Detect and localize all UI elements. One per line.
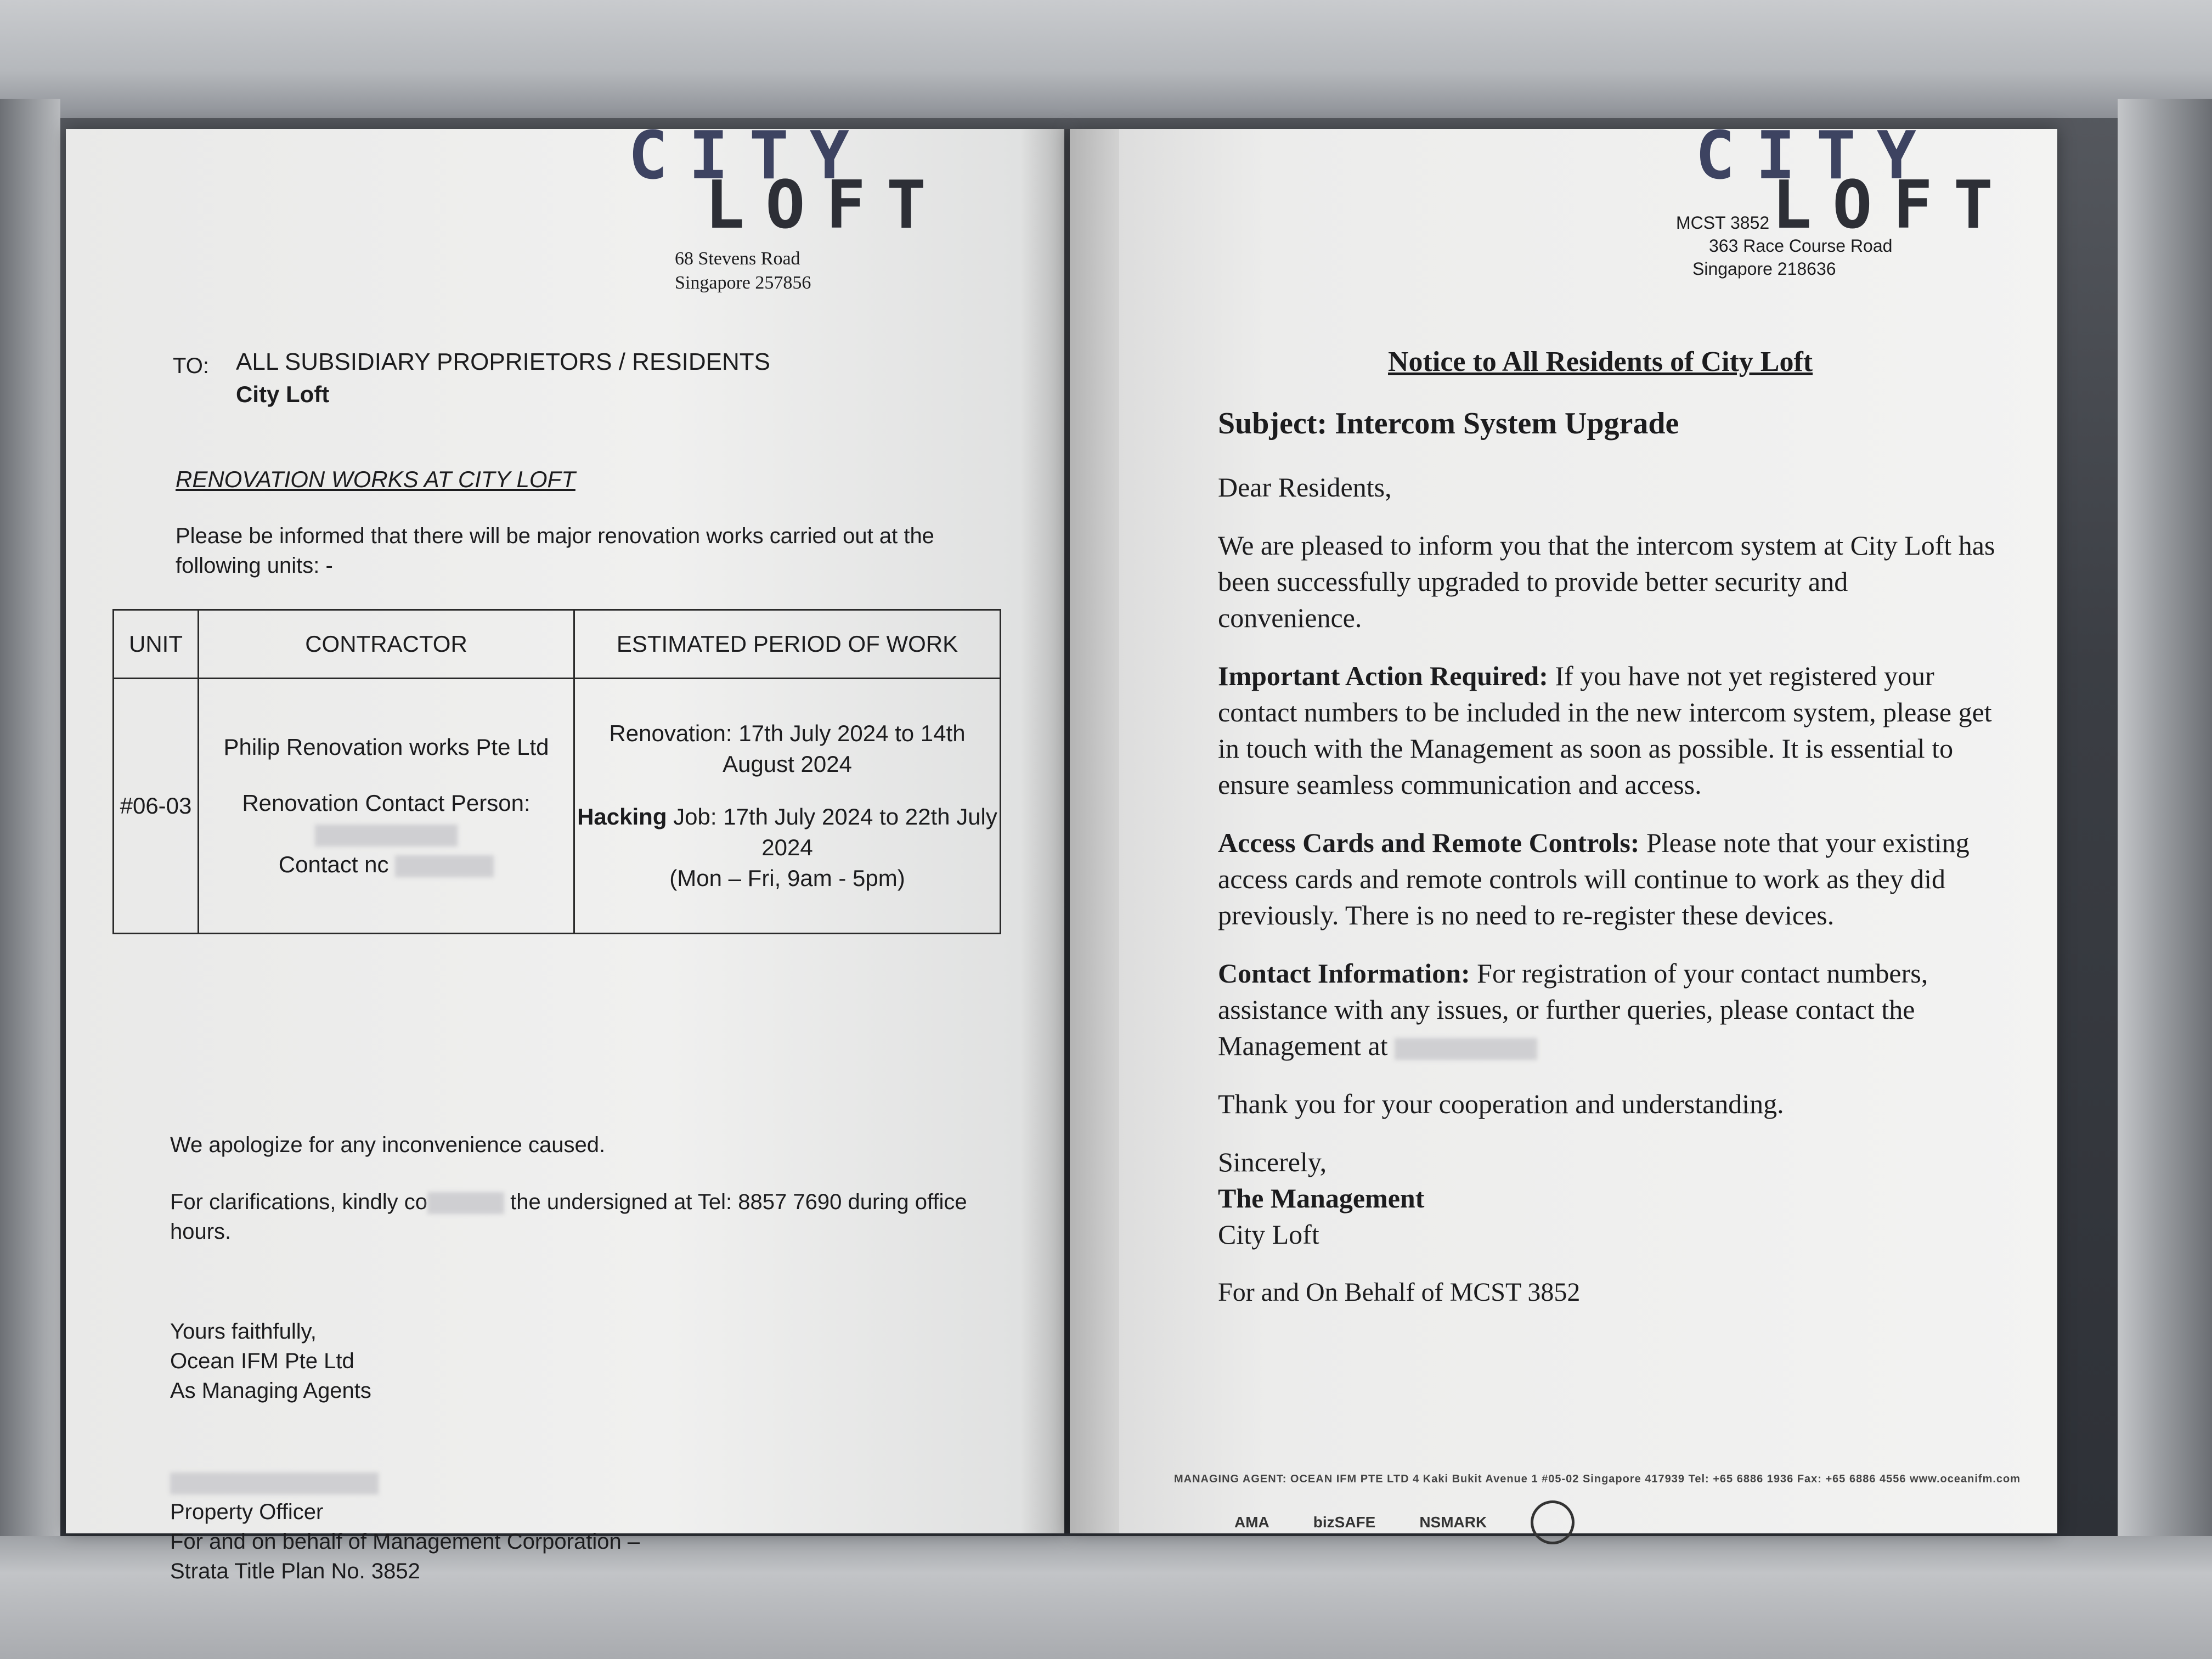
building-name: City Loft [1218,1219,1319,1250]
closing-paragraphs [170,1130,1004,1246]
unit-cell: #06-03 [114,679,199,934]
to-label: TO: [173,354,209,378]
contractor-name: Philip Renovation works Pte Ltd [223,734,549,760]
notice-board-frame-left [0,99,60,1553]
notice-title: Notice to All Residents of City Loft [1388,346,1813,377]
paragraph-contact-info: Contact Information: For registration of your contact numbers, assistance with any issues, or further queries, please contact the Management at [1218,958,1928,1061]
table-header: CONTRACTOR [199,610,574,679]
recipient-building: City Loft [236,381,330,407]
city-loft-logo: CITY LOFT [1695,118,2014,244]
greeting: Dear Residents, [1218,472,1392,503]
redacted-officer-name [170,1472,379,1494]
bizsafe-badge: bizSAFE [1313,1514,1376,1531]
sender-address: 68 Stevens Road Singapore 257856 [675,249,811,293]
notice-board-frame-right [2118,99,2212,1553]
hacking-label: Hacking [577,804,667,830]
renovation-table [112,609,1001,934]
certification-badges [1234,1500,1575,1544]
behalf-line: For and On Behalf of MCST 3852 [1218,1278,1581,1307]
notice-body [1218,469,1997,1311]
clarification-text: For clarifications, kindly co the undersigned at Tel: 8857 7690 during office hours. [170,1190,967,1244]
contact-person-label: Renovation Contact Person: [242,790,531,816]
paragraph-action-required: Important Action Required: If you have not yet registered your contact numbers to be included in the new intercom system, please get in touch with the Management as soon as possible. It is essential to ensure seamless communication and access. [1218,661,1992,800]
city-loft-logo: CITY LOFT [628,118,947,244]
intercom-notice-paper [1070,118,2057,1533]
notice-heading: RENOVATION WORKS AT CITY LOFT [176,466,575,492]
seal-icon [1531,1500,1575,1544]
sign-off-block: Yours faithfully, Ocean IFM Pte Ltd As Managing Agents [170,1319,371,1403]
sincerely-text: Sincerely, [1218,1147,1327,1177]
renovation-period: Renovation: 17th July 2024 to 14th August 2024 [609,720,966,777]
table-header-row [114,610,1001,679]
paragraph-upgrade: We are pleased to inform you that the intercom system at City Loft has been successfully upgraded to provide better security and convenience. [1218,530,1995,633]
notice-board-frame-top [0,0,2212,118]
signatory: The Management [1218,1183,1425,1214]
contact-no-label: Contact nc [278,851,389,877]
period-cell [574,679,1001,934]
managing-agent-footer: MANAGING AGENT: OCEAN IFM PTE LTD 4 Kaki Bukit Avenue 1 #05-02 Singapore 417939 Tel: +65 6886 1936 Fax: +65 6886 4556 www.oceanifm.com [1174,1473,2021,1485]
table-header: ESTIMATED PERIOD OF WORK [574,610,1001,679]
contractor-cell [199,679,574,934]
apology-text: We apologize for any inconvenience caused. [170,1133,606,1157]
nsmark-badge: NSMARK [1419,1514,1487,1531]
redacted-contact [1395,1038,1537,1060]
officer-block: Property Officer For and on behalf of Management Corporation – Strata Title Plan No. 3852 [170,1468,640,1586]
table-header: UNIT [114,610,199,679]
paragraph-access-cards: Access Cards and Remote Controls: Please note that your existing access cards and remote controls will continue to work as they did previously. There is no need to re-register these devices. [1218,827,1970,930]
redacted-contact-name [315,825,458,847]
work-hours: (Mon – Fri, 9am - 5pm) [669,865,905,891]
redacted-contact-number [395,855,494,877]
renovation-notice-paper [66,118,1064,1583]
intro-paragraph: Please be informed that there will be major renovation works carried out at the following units: - [176,524,934,578]
redacted-text [427,1192,504,1214]
mcst-address: MCST 3852 363 Race Course Road Singapore 218636 [1676,213,1893,279]
thanks-text: Thank you for your cooperation and understanding. [1218,1088,1784,1119]
hacking-period: Job: 17th July 2024 to 22th July 2024 [667,804,997,860]
ama-badge: AMA [1234,1514,1269,1531]
notice-subject: Subject: Intercom System Upgrade [1218,407,1679,441]
table-row [114,679,1001,934]
paper-fold-shadow [1020,129,1119,1533]
recipients: ALL SUBSIDIARY PROPRIETORS / RESIDENTS [236,348,770,375]
